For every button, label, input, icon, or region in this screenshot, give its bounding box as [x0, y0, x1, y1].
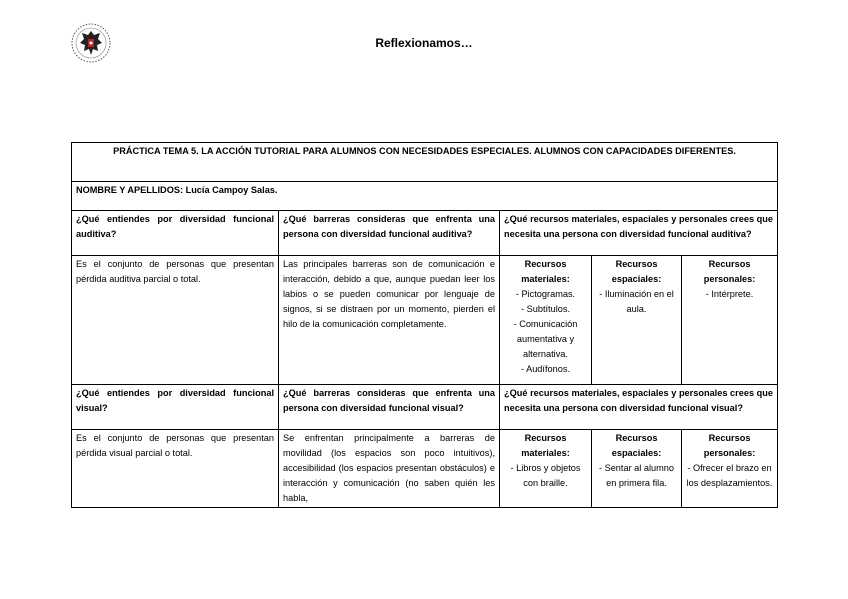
resources-material-auditiva — [500, 256, 592, 385]
resources-spatial-visual — [592, 430, 682, 508]
student-name: NOMBRE Y APELLIDOS: Lucía Campoy Salas. — [72, 182, 778, 211]
page-header-title: Reflexionamos… — [375, 36, 473, 50]
resource-item: - Comunicación aumentativa y alternativa. — [513, 319, 578, 359]
resources-personal-auditiva — [682, 256, 778, 385]
practice-table — [71, 142, 778, 508]
question-barriers-auditiva: ¿Qué barreras consideras que enfrenta una persona con diversidad funcional auditiva? — [279, 211, 500, 256]
resources-spatial-auditiva — [592, 256, 682, 385]
resource-item: - Sentar al alumno en primera fila. — [598, 463, 675, 488]
answer-barriers-visual: Se enfrentan principalmente a barreras de movilidad (los espacios son poco intuitivos), accesibilidad (los espacios presentan obstáculos) e interacción y comunicación (no saben quién les habla, — [279, 430, 500, 508]
practice-title: PRÁCTICA TEMA 5. LA ACCIÓN TUTORIAL PARA ALUMNOS CON NECESIDADES ESPECIALES. ALUMNOS CON CAPACIDADES DIFERENTES. — [72, 143, 778, 182]
question-resources-visual: ¿Qué recursos materiales, espaciales y personales crees que necesita una persona con diversidad funcional visual? — [500, 385, 778, 430]
resource-heading: Recursos personales: — [703, 433, 756, 458]
question-definition-auditiva: ¿Qué entiendes por diversidad funcional auditiva? — [72, 211, 279, 256]
resource-heading: Recursos materiales: — [521, 433, 570, 458]
answer-barriers-auditiva: Las principales barreras son de comunicación e interacción, debido a que, aunque puedan leer los labios o se pueden comunicar por lenguaje de signos, si se distraen por un momento, pierden el hilo de la comunicación completamente. — [279, 256, 500, 385]
question-definition-visual: ¿Qué entiendes por diversidad funcional visual? — [72, 385, 279, 430]
resource-item: - Audífonos. — [520, 364, 571, 374]
resource-item: - Ofrecer el brazo en los desplazamientos. — [686, 463, 773, 488]
resource-item: - Iluminación en el aula. — [599, 289, 674, 314]
resource-item: - Subtítulos. — [520, 304, 571, 314]
resource-heading: Recursos materiales: — [521, 259, 570, 284]
resource-heading: Recursos espaciales: — [611, 433, 662, 458]
resource-item: - Intérprete. — [705, 289, 754, 299]
answer-definition-auditiva: Es el conjunto de personas que presentan pérdida auditiva parcial o total. — [72, 256, 279, 385]
resource-heading: Recursos espaciales: — [611, 259, 662, 284]
resources-material-visual — [500, 430, 592, 508]
answer-definition-visual: Es el conjunto de personas que presentan pérdida visual parcial o total. — [72, 430, 279, 508]
resource-item: - Pictogramas. — [515, 289, 576, 299]
resource-heading: Recursos personales: — [703, 259, 756, 284]
resources-personal-visual — [682, 430, 778, 508]
question-barriers-visual: ¿Qué barreras consideras que enfrenta una persona con diversidad funcional visual? — [279, 385, 500, 430]
resource-item: - Libros y objetos con braille. — [510, 463, 581, 488]
question-resources-auditiva: ¿Qué recursos materiales, espaciales y personales crees que necesita una persona con diversidad funcional auditiva? — [500, 211, 778, 256]
